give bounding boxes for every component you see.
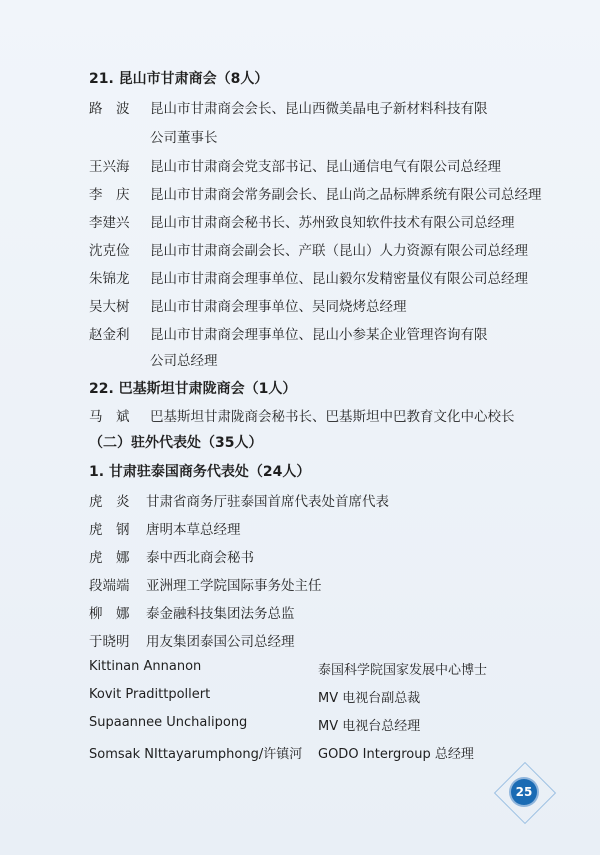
member-desc-line2: 公司董事长 xyxy=(150,130,218,146)
member-desc: 昆山市甘肃商会理事单位、吴同烧烤总经理 xyxy=(150,299,407,315)
member-name: 于晓明 xyxy=(89,634,130,650)
member-name: 赵金利 xyxy=(89,327,130,343)
member-name: 路 波 xyxy=(89,101,130,117)
member-name: Supaannee Unchalipong xyxy=(89,715,248,730)
member-name: 李 庆 xyxy=(89,187,130,203)
section-21-title: 21. 昆山市甘肃商会（8人） xyxy=(89,71,269,87)
member-desc: 亚洲理工学院国际事务处主任 xyxy=(146,578,322,594)
member-desc: MV 电视台副总裁 xyxy=(318,691,421,706)
member-desc-line2: 公司总经理 xyxy=(150,353,218,369)
member-desc: 昆山市甘肃商会副会长、产联（昆山）人力资源有限公司总经理 xyxy=(150,243,528,259)
member-desc: 用友集团泰国公司总经理 xyxy=(146,634,295,650)
section-1-title: 1. 甘肃驻泰国商务代表处（24人） xyxy=(89,464,311,480)
member-name: 虎 娜 xyxy=(89,550,130,566)
member-name: 虎 炎 xyxy=(89,494,130,510)
member-desc: 昆山市甘肃商会理事单位、昆山毅尔发精密量仪有限公司总经理 xyxy=(150,271,528,287)
member-desc: 昆山市甘肃商会会长、昆山西微美晶电子新材料科技有限 xyxy=(150,101,488,117)
member-desc: GODO Intergroup 总经理 xyxy=(318,747,474,762)
member-name: Somsak NIttayarumphong/许镇河 xyxy=(89,747,303,762)
member-name: 沈克俭 xyxy=(89,243,130,259)
member-name: 马 斌 xyxy=(89,409,130,425)
member-name: 虎 钢 xyxy=(89,522,130,538)
member-name: 段端端 xyxy=(89,578,130,594)
member-name: 朱锦龙 xyxy=(89,271,130,287)
member-desc: 巴基斯坦甘肃陇商会秘书长、巴基斯坦中巴教育文化中心校长 xyxy=(150,409,515,425)
member-desc: 泰国科学院国家发展中心博士 xyxy=(318,663,488,678)
member-name: 吴大树 xyxy=(89,299,130,315)
member-name: 柳 娜 xyxy=(89,606,130,622)
member-name: 王兴海 xyxy=(89,159,130,175)
member-desc: 泰金融科技集团法务总监 xyxy=(146,606,295,622)
member-desc: 唐明本草总经理 xyxy=(146,522,241,538)
member-name: Kittinan Annanon xyxy=(89,659,202,674)
page-number: 25 xyxy=(511,779,537,805)
member-desc: 甘肃省商务厅驻泰国首席代表处首席代表 xyxy=(146,494,389,510)
member-desc: 昆山市甘肃商会常务副会长、昆山尚之品标牌系统有限公司总经理 xyxy=(150,187,542,203)
member-name: 李建兴 xyxy=(89,215,130,231)
part-2-title: （二）驻外代表处（35人） xyxy=(89,435,263,451)
member-desc: MV 电视台总经理 xyxy=(318,719,421,734)
member-desc: 昆山市甘肃商会理事单位、昆山小参某企业管理咨询有限 xyxy=(150,327,488,343)
member-name: Kovit Pradittpollert xyxy=(89,687,211,702)
member-desc: 昆山市甘肃商会秘书长、苏州致良知软件技术有限公司总经理 xyxy=(150,215,515,231)
section-22-title: 22. 巴基斯坦甘肃陇商会（1人） xyxy=(89,381,297,397)
member-desc: 昆山市甘肃商会党支部书记、昆山通信电气有限公司总经理 xyxy=(150,159,501,175)
member-desc: 泰中西北商会秘书 xyxy=(146,550,254,566)
